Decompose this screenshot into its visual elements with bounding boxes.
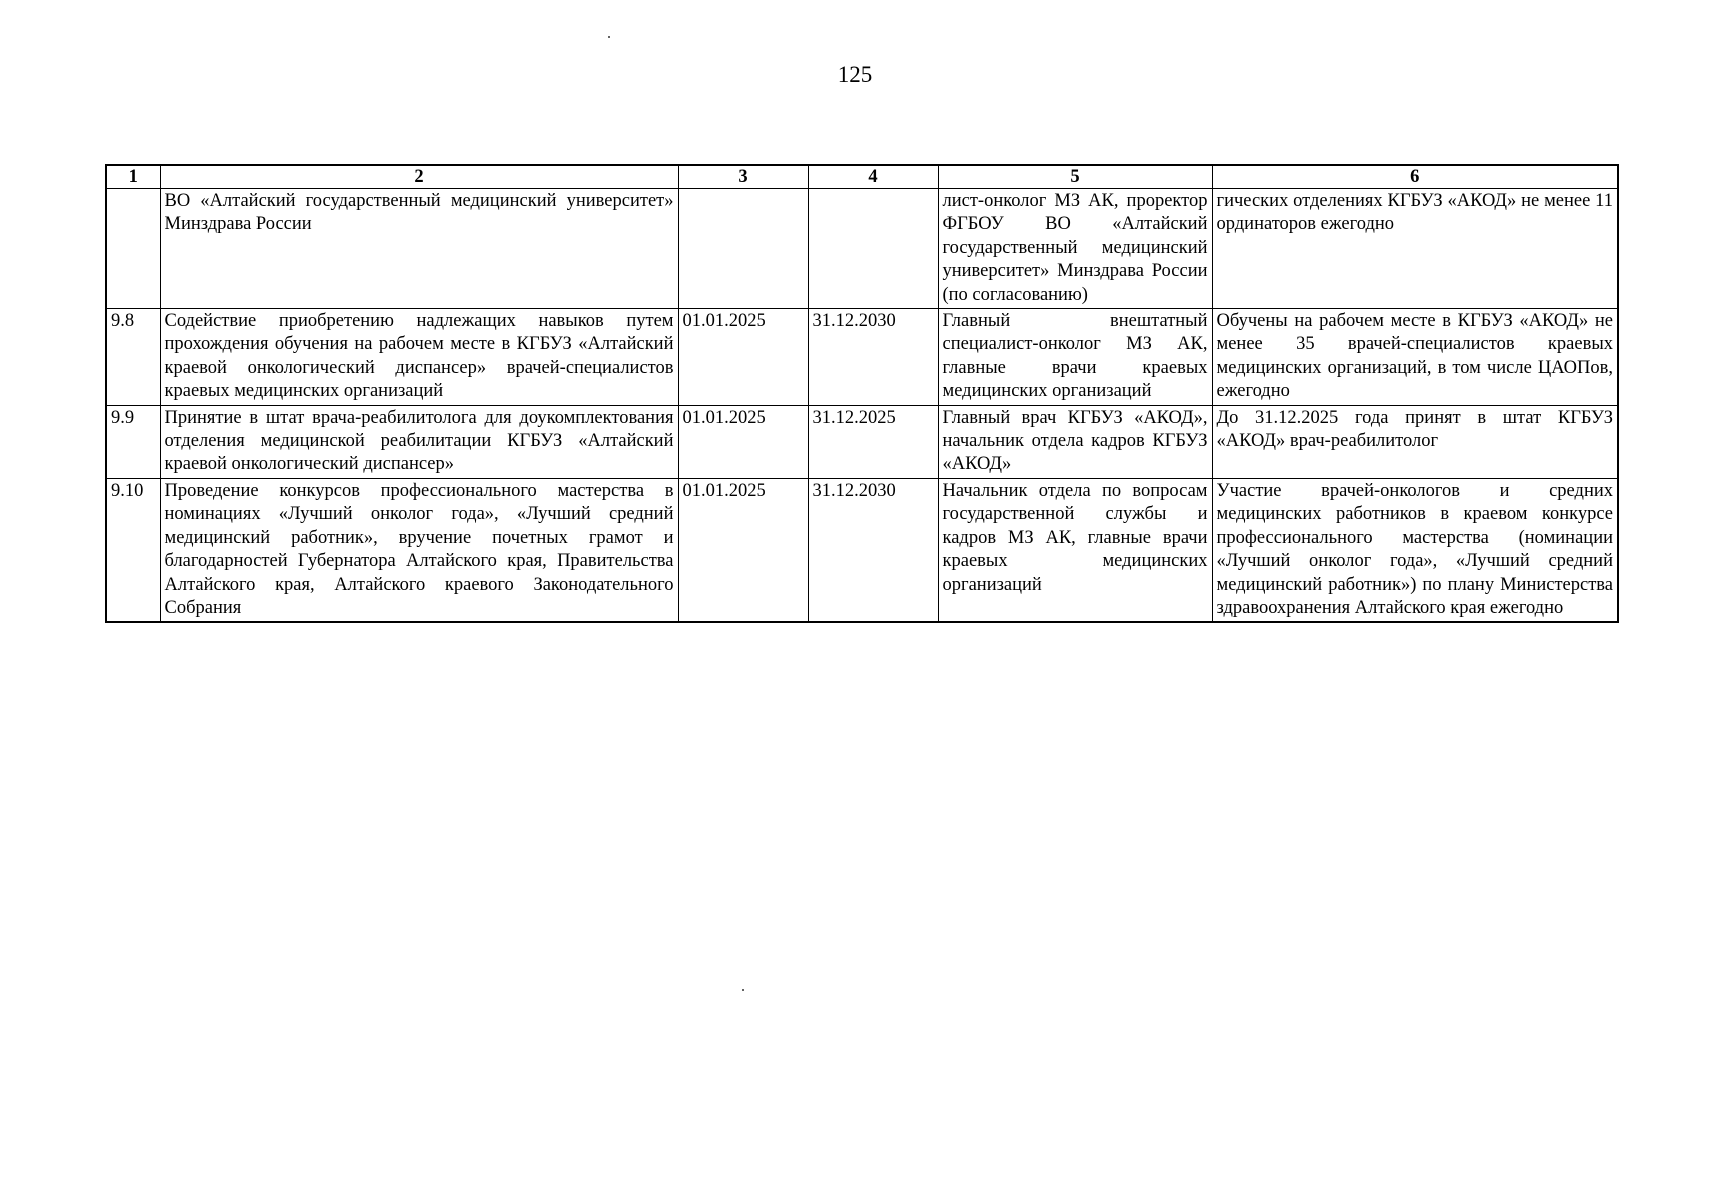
- responsible-cell: Главный внештатный специалист-онколог МЗ АК, главные врачи краевых медицинских организаций: [938, 309, 1212, 406]
- start-date-cell: [678, 189, 808, 309]
- scan-speck: [608, 36, 610, 38]
- table-row: [106, 309, 1618, 406]
- table-header-row: [106, 165, 1618, 189]
- result-cell: Обучены на рабочем месте в КГБУЗ «АКОД» не менее 35 врачей-специалистов краевых медицинских организаций, в том числе ЦАОПов, ежегодно: [1212, 309, 1618, 406]
- table-row: [106, 189, 1618, 309]
- start-date-cell: 01.01.2025: [678, 478, 808, 622]
- row-number: [106, 189, 160, 309]
- result-cell: Участие врачей-онкологов и средних медицинских работников в краевом конкурсе профессионального мастерства (номинации «Лучший онколог года», «Лучший средний медицинский работник») по плану Министерства здравоохранения Алтайского края ежегодно: [1212, 478, 1618, 622]
- row-number: 9.10: [106, 478, 160, 622]
- end-date-cell: 31.12.2025: [808, 405, 938, 478]
- table-row: [106, 478, 1618, 622]
- action-cell: Принятие в штат врача-реабилитолога для доукомплектования отделения медицинской реабилитации КГБУЗ «Алтайский краевой онкологический диспансер»: [160, 405, 678, 478]
- plan-table: [105, 164, 1619, 623]
- responsible-cell: лист-онколог МЗ АК, проректор ФГБОУ ВО «Алтайский государственный медицинский университет» Минздрава России (по согласованию): [938, 189, 1212, 309]
- column-header: 6: [1212, 165, 1618, 189]
- row-number: 9.9: [106, 405, 160, 478]
- scan-speck: [742, 989, 744, 991]
- responsible-cell: Главный врач КГБУЗ «АКОД», начальник отдела кадров КГБУЗ «АКОД»: [938, 405, 1212, 478]
- column-header: 1: [106, 165, 160, 189]
- end-date-cell: 31.12.2030: [808, 309, 938, 406]
- responsible-cell: Начальник отдела по вопросам государственной службы и кадров МЗ АК, главные врачи краевых медицинских организаций: [938, 478, 1212, 622]
- action-cell: ВО «Алтайский государственный медицинский университет» Минздрава России: [160, 189, 678, 309]
- column-header: 3: [678, 165, 808, 189]
- action-cell: Проведение конкурсов профессионального мастерства в номинациях «Лучший онколог года», «Лучший средний медицинский работник», вручение почетных грамот и благодарностей Губернатора Алтайского края, Правительства Алтайского края, Алтайского краевого Законодательного Собрания: [160, 478, 678, 622]
- start-date-cell: 01.01.2025: [678, 309, 808, 406]
- row-number: 9.8: [106, 309, 160, 406]
- column-header: 5: [938, 165, 1212, 189]
- column-header: 4: [808, 165, 938, 189]
- start-date-cell: 01.01.2025: [678, 405, 808, 478]
- end-date-cell: 31.12.2030: [808, 478, 938, 622]
- result-cell: До 31.12.2025 года принят в штат КГБУЗ «АКОД» врач-реабилитолог: [1212, 405, 1618, 478]
- action-cell: Содействие приобретению надлежащих навыков путем прохождения обучения на рабочем месте в КГБУЗ «Алтайский краевой онкологический диспансер» врачей-специалистов краевых медицинских организаций: [160, 309, 678, 406]
- result-cell: гических отделениях КГБУЗ «АКОД» не менее 11 ординаторов ежегодно: [1212, 189, 1618, 309]
- table-row: [106, 405, 1618, 478]
- page-number: 125: [837, 62, 873, 87]
- column-header: 2: [160, 165, 678, 189]
- end-date-cell: [808, 189, 938, 309]
